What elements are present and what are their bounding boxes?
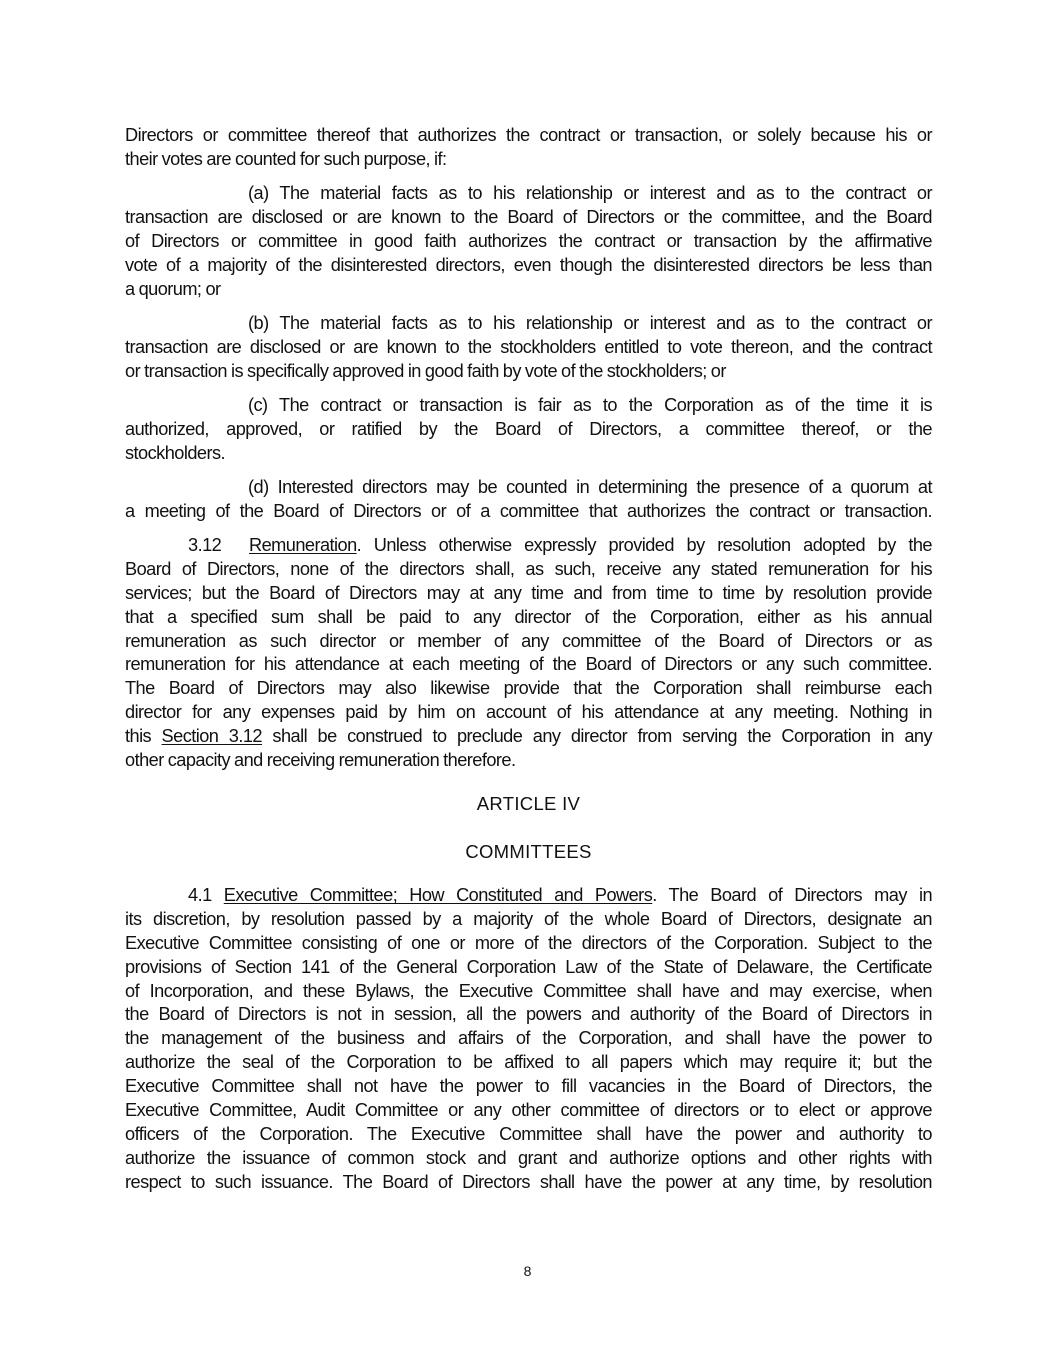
text-line: officers of the Corporation. The Executive Committee shall have the power and authority to <box>125 1123 932 1144</box>
text-line: remuneration as such director or member of any committee of the Board of Directors or as <box>125 630 932 651</box>
text-line: their votes are counted for such purpose, if: <box>125 148 447 169</box>
section-title: Executive Committee; How Constituted and Powers <box>223 885 653 905</box>
text-line: other capacity and receiving remuneration therefore. <box>125 750 516 771</box>
text-line: that a specified sum shall be paid to any director of the Corporation, either as his annual <box>125 606 932 627</box>
text-line: Directors or committee thereof that authorizes the contract or transaction, or solely because his or <box>125 125 932 145</box>
text-line: a meeting of the Board of Directors or of a committee that authorizes the contract or transaction. <box>125 500 932 521</box>
section-text: . Unless otherwise expressly provided by resolution adopted by the <box>356 535 932 555</box>
text-line: transaction are disclosed or are known to the stockholders entitled to vote thereon, and the contract <box>125 336 932 357</box>
text-line: services; but the Board of Directors may at any time and from time to time by resolution provide <box>125 582 932 603</box>
page-number: 8 <box>523 1263 532 1279</box>
text-line: Board of Directors, none of the directors shall, as such, receive any stated remuneration for his <box>125 558 932 579</box>
section-text: this <box>125 726 162 747</box>
continuation-paragraph <box>125 124 932 172</box>
section-number: 4.1 <box>188 885 212 905</box>
text-line: provisions of Section 141 of the General Corporation Law of the State of Delaware, the Certificate <box>125 956 932 977</box>
section-cross-reference-link[interactable]: Section 3.12 <box>161 726 262 747</box>
text-line: or transaction is specifically approved in good faith by vote of the stockholders; or <box>125 360 726 381</box>
section-text: shall be construed to preclude any director from serving the Corporation in any <box>262 726 933 747</box>
text-line: transaction are disclosed or are known to the Board of Directors or the committee, and the Board <box>125 206 932 227</box>
text-line: a quorum; or <box>125 278 221 299</box>
section-ref-line <box>125 725 932 749</box>
clause-c <box>125 394 932 466</box>
section-3-12 <box>125 534 932 773</box>
text-line: authorize the seal of the Corporation to be affixed to all papers which may require it; but the <box>125 1052 932 1073</box>
section-first-line <box>125 884 932 908</box>
text-line: its discretion, by resolution passed by a majority of the whole Board of Directors, designate an <box>125 908 932 929</box>
clause-b <box>125 312 932 384</box>
article-heading: ARTICLE IV <box>476 793 581 814</box>
section-text: . The Board of Directors may in <box>652 885 933 905</box>
text-line: of Incorporation, and these Bylaws, the Executive Committee shall have and may exercise, when <box>125 980 932 1001</box>
text-line: the Board of Directors is not in session, all the powers and authority of the Board of Directors in <box>125 1004 932 1025</box>
section-4-1 <box>125 884 932 1195</box>
text-line: authorized, approved, or ratified by the Board of Directors, a committee thereof, or the <box>125 418 932 439</box>
clause-a <box>125 182 932 301</box>
text-line: respect to such issuance. The Board of Directors shall have the power at any time, by resolution <box>125 1171 932 1192</box>
text-line: (b) The material facts as to his relationship or interest and as to the contract or <box>248 313 932 333</box>
article-subheading: COMMITTEES <box>465 841 592 862</box>
text-line: (c) The contract or transaction is fair as to the Corporation as of the time it is <box>248 395 932 415</box>
text-line: vote of a majority of the disinterested directors, even though the disinterested directors be less than <box>125 254 932 275</box>
section-title: Remuneration <box>249 535 357 555</box>
text-line: authorize the issuance of common stock and grant and authorize options and other rights with <box>125 1147 932 1168</box>
text-line: Executive Committee, Audit Committee or any other committee of directors or to elect or approve <box>125 1100 932 1121</box>
text-line: stockholders. <box>125 442 226 463</box>
text-line: Executive Committee consisting of one or more of the directors of the Corporation. Subject to the <box>125 932 932 953</box>
text-line: of Directors or committee in good faith authorizes the contract or transaction by the affirmative <box>125 230 932 251</box>
clause-d <box>125 476 932 524</box>
text-line: The Board of Directors may also likewise provide that the Corporation shall reimburse each <box>125 678 932 699</box>
text-line: director for any expenses paid by him on account of his attendance at any meeting. Nothing in <box>125 702 932 723</box>
text-line: (a) The material facts as to his relationship or interest and as to the contract or <box>248 183 932 203</box>
text-line: the management of the business and affairs of the Corporation, and shall have the power to <box>125 1028 932 1049</box>
text-line: (d) Interested directors may be counted in determining the presence of a quorum at <box>248 477 932 497</box>
section-number: 3.12 <box>188 535 222 555</box>
text-line: Executive Committee shall not have the power to fill vacancies in the Board of Directors, the <box>125 1076 932 1097</box>
text-line: remuneration for his attendance at each meeting of the Board of Directors or any such committee. <box>125 654 932 675</box>
section-first-line <box>125 534 932 558</box>
